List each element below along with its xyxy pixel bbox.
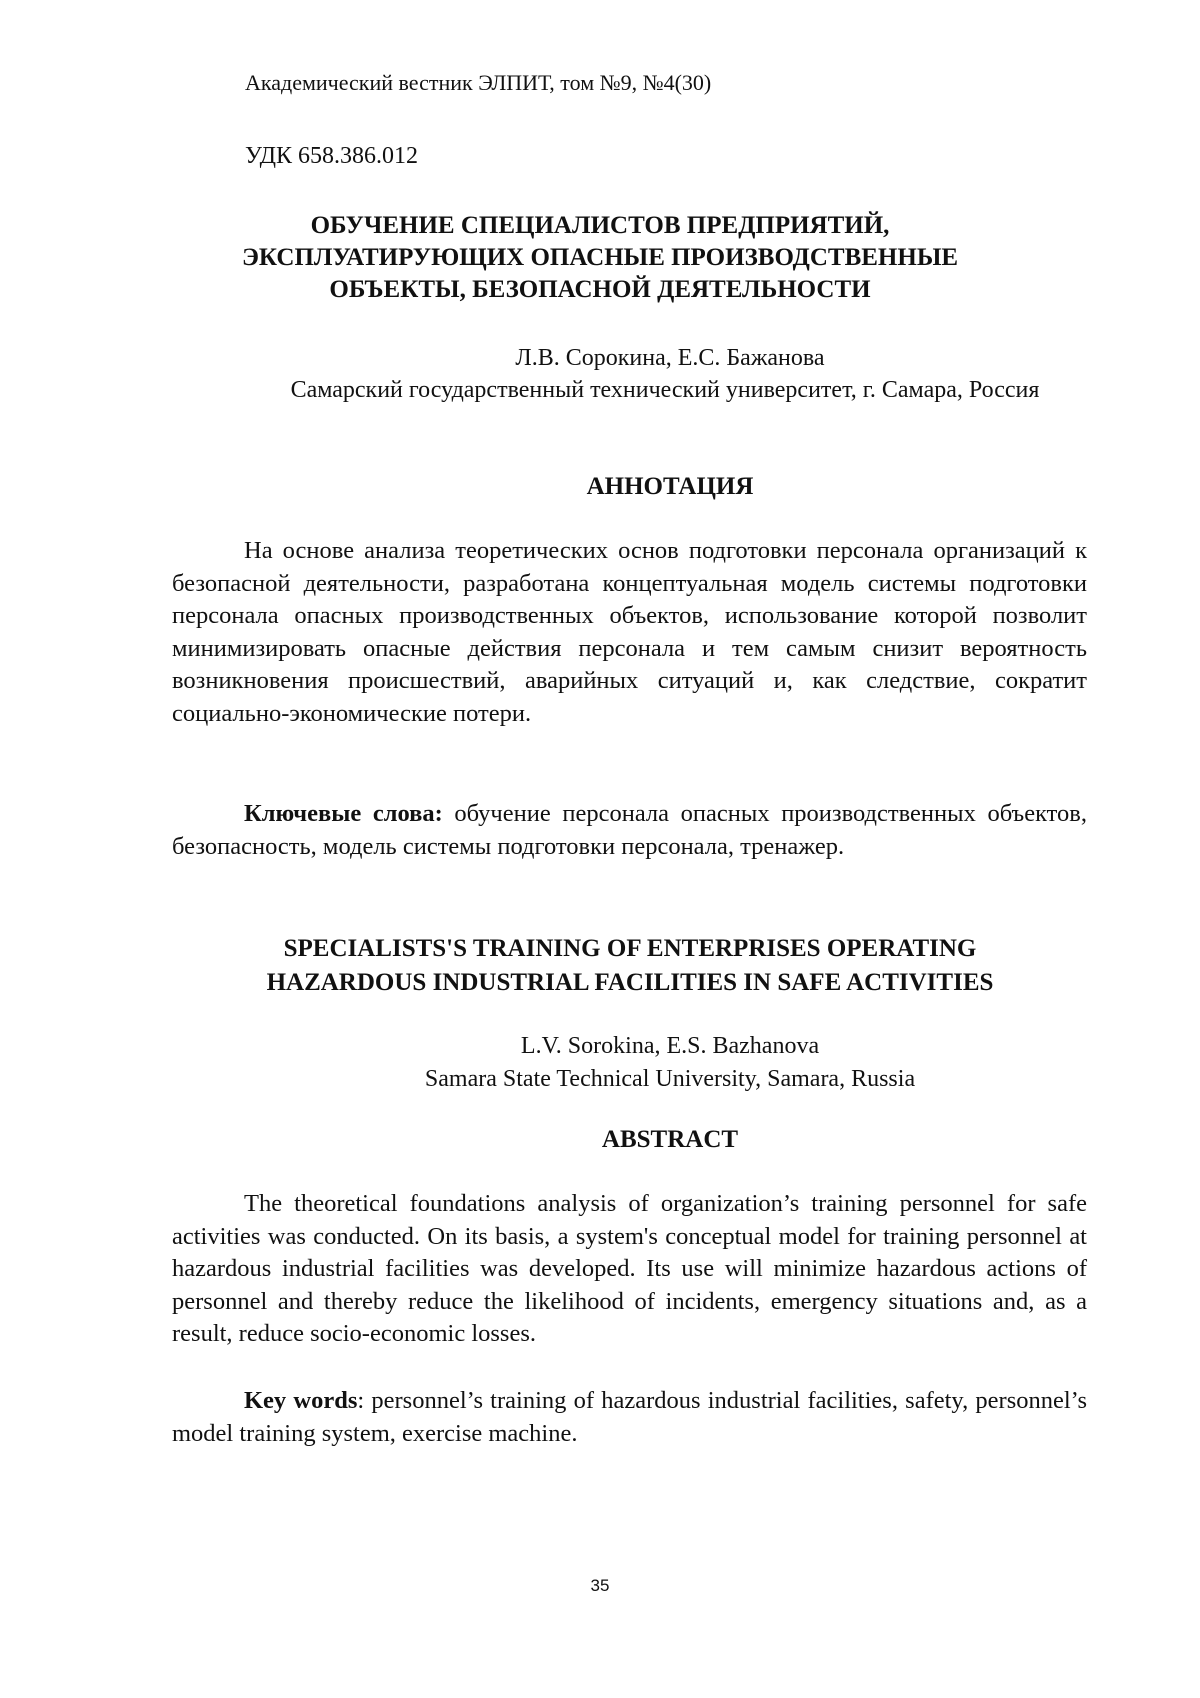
abstract-heading-en: ABSTRACT: [601, 1126, 739, 1153]
keywords-label-en: Key words: [244, 1387, 358, 1414]
title-ru-line: ОБУЧЕНИЕ СПЕЦИАЛИСТОВ ПРЕДПРИЯТИЙ,: [310, 212, 890, 239]
page-number: 35: [590, 1576, 610, 1595]
abstract-heading-ru: АННОТАЦИЯ: [586, 473, 754, 500]
title-ru-line: ЭКСПЛУАТИРУЮЩИХ ОПАСНЫЕ ПРОИЗВОДСТВЕННЫЕ: [241, 244, 959, 271]
affiliation-en: Samara State Technical University, Samara, Russia: [424, 1066, 916, 1092]
keywords-text-ru: обучение персонала опасных производственных объектов, безопасность, модель системы подготовки персонала, тренажер.: [172, 800, 1088, 860]
abstract-en-text: The theoretical foundations analysis of organization’s training personnel for safe activities was conducted. On its basis, a system's conceptual model for training personnel at hazardous industrial facilities was developed. Its use will minimize hazardous actions of personnel and thereby reduce the likelihood of incidents, emergency situations and, as a result, reduce socio-economic losses.: [172, 1190, 1087, 1347]
title-ru-line: ОБЪЕКТЫ, БЕЗОПАСНОЙ ДЕЯТЕЛЬНОСТИ: [329, 276, 871, 303]
keywords-label-ru: Ключевые слова:: [244, 800, 443, 827]
abstract-ru-text: На основе анализа теоретических основ подготовки персонала организаций к безопасной деятельности, разработана концептуальная модель системы подготовки персонала опасных производственных объектов, использование которой позволит минимизировать опасные действия персонала и тем самым снизит вероятность возникновения происшествий, аварийных ситуаций и, как следствие, сократит социально-экономические потери.: [172, 537, 1087, 727]
journal-running-header: Академический вестник ЭЛПИТ, том №9, №4(30): [245, 70, 712, 95]
keywords-text-en: : personnel’s training of hazardous industrial facilities, safety, personnel’s model training system, exercise machine.: [172, 1387, 1087, 1447]
title-en-line: SPECIALISTS'S TRAINING OF ENTERPRISES OPERATING: [283, 935, 977, 962]
authors-ru: Л.В. Сорокина, Е.С. Бажанова: [515, 345, 825, 371]
keywords-ru: [172, 798, 1087, 863]
title-en-line: HAZARDOUS INDUSTRIAL FACILITIES IN SAFE ACTIVITIES: [266, 969, 994, 996]
udc-code: УДК 658.386.012: [245, 143, 418, 169]
authors-en: L.V. Sorokina, E.S. Bazhanova: [520, 1033, 820, 1059]
abstract-ru: [172, 535, 1087, 730]
abstract-en: [172, 1188, 1087, 1351]
keywords-en: [172, 1385, 1087, 1450]
title-ru: [170, 210, 1030, 306]
title-en: [170, 932, 1090, 1000]
affiliation-ru: Самарский государственный технический университет, г. Самара, Россия: [290, 377, 1040, 403]
